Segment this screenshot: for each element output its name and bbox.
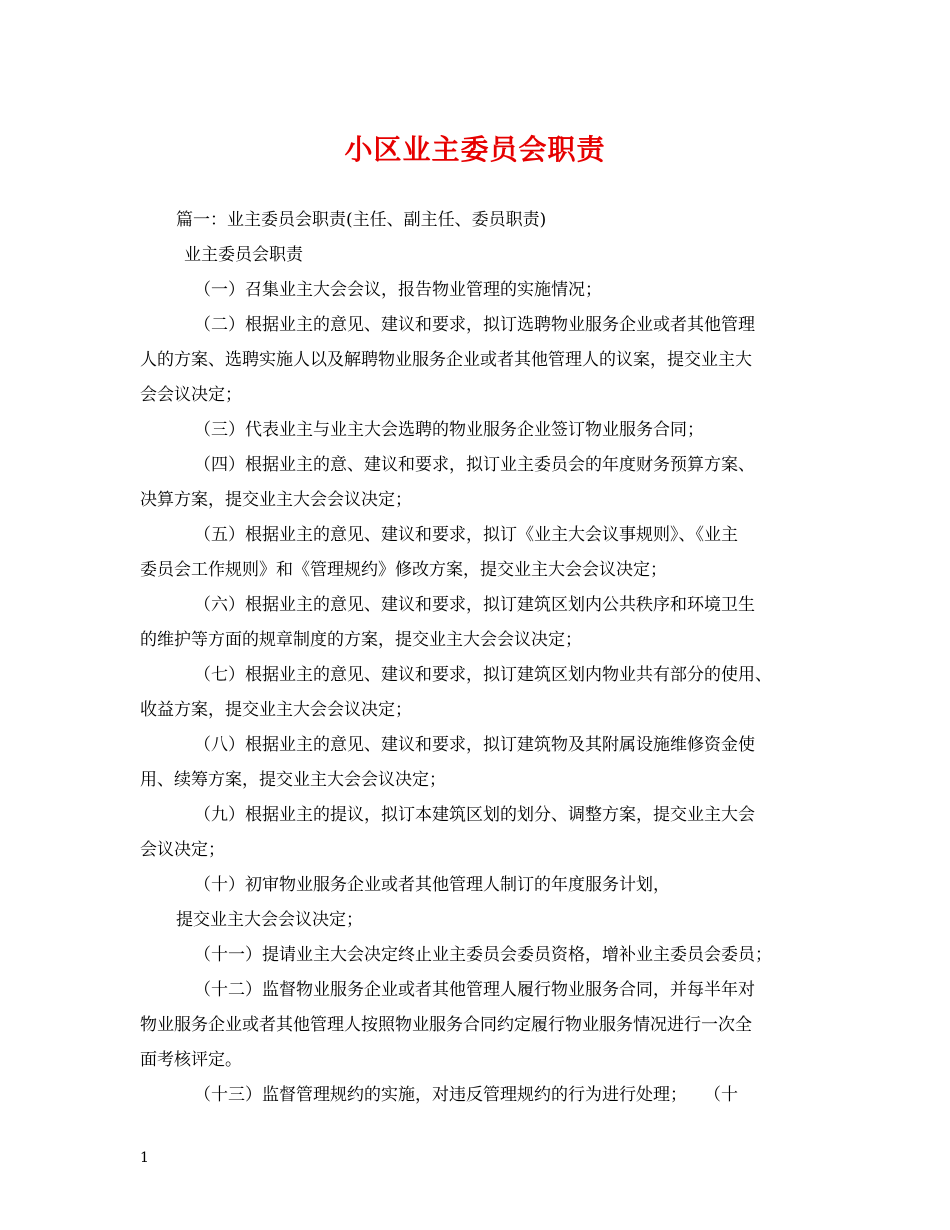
paragraph-line: （八）根据业主的意见、建议和要求，拟订建筑物及其附属设施维修资金使 [194,735,755,755]
paragraph-line: 会议决定； [140,840,225,860]
paragraph-line: （十一）提请业主大会决定终止业主委员会委员资格，增补业主委员会委员； [194,945,772,965]
paragraph-line: （十三）监督管理规约的实施，对违反管理规约的行为进行处理； （十 [194,1085,738,1105]
paragraph-line: 人的方案、选聘实施人以及解聘物业服务企业或者其他管理人的议案，提交业主大 [140,350,752,370]
paragraph-line: （七）根据业主的意见、建议和要求，拟订建筑区划内物业共有部分的使用、 [194,665,772,685]
paragraph-line: （五）根据业主的意见、建议和要求，拟订《业主大会议事规则》、《业主 [194,525,738,545]
paragraph-line: 收益方案，提交业主大会会议决定； [140,700,412,720]
paragraph-line: 的维护等方面的规章制度的方案，提交业主大会会议决定； [140,630,582,650]
document-title: 小区业主委员会职责 [344,133,606,166]
paragraph-line: （九）根据业主的提议，拟订本建筑区划的划分、调整方案，提交业主大会 [194,805,755,825]
paragraph-line: 委员会工作规则》和《管理规约》修改方案，提交业主大会会议决定； [140,560,667,580]
paragraph-line: （六）根据业主的意见、建议和要求，拟订建筑区划内公共秩序和环境卫生 [194,595,755,615]
paragraph-line: （十二）监督物业服务企业或者其他管理人履行物业服务合同，并每半年对 [194,980,755,1000]
paragraph-line: （三）代表业主与业主大会选聘的物业服务企业签订物业服务合同； [194,420,704,440]
paragraph-line: 面考核评定。 [140,1050,242,1070]
paragraph-line: （一）召集业主大会会议，报告物业管理的实施情况； [194,280,602,300]
paragraph-line: 会会议决定； [140,385,242,405]
paragraph-line: 提交业主大会会议决定； [176,910,363,930]
paragraph-line: 决算方案，提交业主大会会议决定； [140,490,412,510]
paragraph-line: （十）初审物业服务企业或者其他管理人制订的年度服务计划， [194,875,670,895]
paragraph-line: 物业服务企业或者其他管理人按照物业服务合同约定履行物业服务情况进行一次全 [140,1015,752,1035]
page-number: 1 [140,1150,149,1166]
paragraph-line: （四）根据业主的意、建议和要求，拟订业主委员会的年度财务预算方案、 [194,455,755,475]
paragraph-line: 用、续筹方案，提交业主大会会议决定； [140,770,446,790]
section-heading: 业主委员会职责 [184,245,303,265]
subtitle: 篇一：业主委员会职责(主任、副主任、委员职责) [176,210,547,230]
paragraph-line: （二）根据业主的意见、建议和要求，拟订选聘物业服务企业或者其他管理 [194,315,755,335]
